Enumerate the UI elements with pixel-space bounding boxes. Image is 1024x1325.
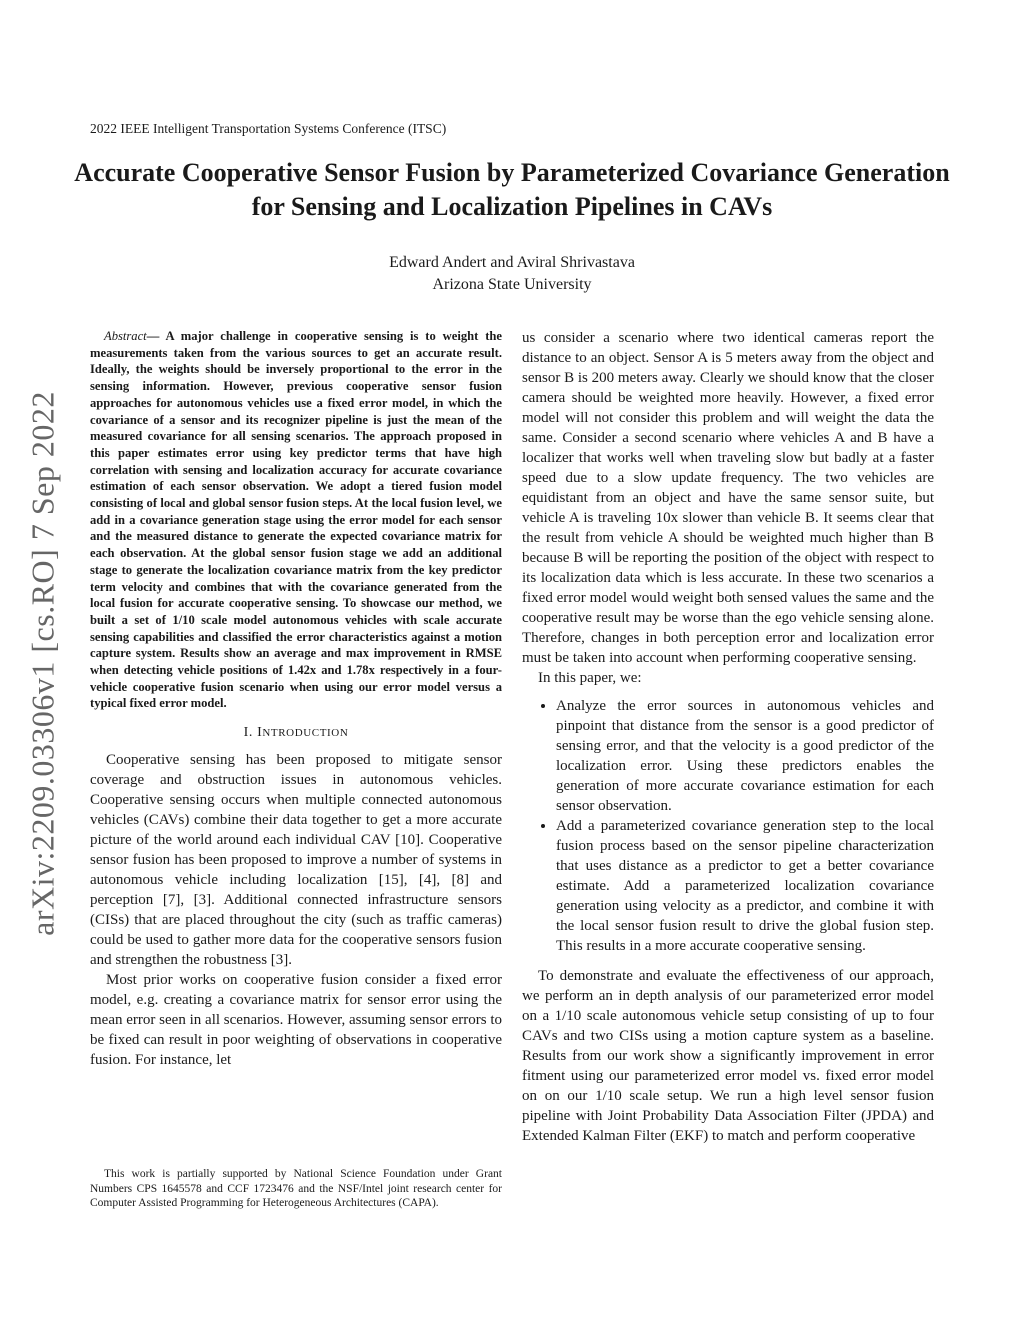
abstract-text: — A major challenge in cooperative sensing is to weight the measurements taken from the various sources to get an accurate result. Ideally, the weights should be inversely proportional to the error in the sensing information. However, previous cooperative sensor fusion approaches for autonomous vehicles use a fixed error model, in which the covariance of a sensor and its recognizer pipeline is just the mean of the measured covariance for all sensing scenarios. The approach proposed in this paper estimates error using key predictor terms that have high correlation with sensing and localization accuracy for accurate covariance estimation of each sensor observation. We adopt a tiered fusion model consisting of local and global sensor fusion steps. At the local fusion level, we add in a covariance generation stage using the error model for each sensor and the measured distance to generate the expected covariance matrix for each observation. At the global sensor fusion stage we add an additional stage to generate the localization covariance matrix from the key predictor term velocity and combines that with the covariance generated from the local fusion for accurate cooperative sensing. To showcase our method, we built a set of 1/10 scale model autonomous vehicles with scale accurate sensing capabilities and classified the error characteristics against a motion capture system. Results show an average and max improvement in RMSE when detecting vehicle positions of 1.42x and 1.78x respectively in a four-vehicle cooperative fusion scenario when using our error model versus a typical fixed error model. bbox=[90, 329, 502, 711]
section-first-letter: I bbox=[257, 725, 263, 741]
author-block bbox=[0, 252, 1024, 296]
arxiv-stamp: arXiv:2209.03306v1 [cs.RO] 7 Sep 2022 bbox=[24, 391, 61, 936]
list-item: • Add a parameterized covariance generation step to the local fusion process based on the sensor pipeline characterization that uses distance as a predictor to get a better covariance estimate. Add a parameterized localization covariance generation using velocity as a predictor, and combine it with the local sensor fusion result to drive the global fusion step. This results in a more accurate cooperative sensing. bbox=[556, 816, 934, 956]
section-heading-introduction bbox=[90, 723, 502, 743]
section-numeral: I. bbox=[243, 725, 258, 741]
right-column bbox=[522, 328, 934, 1146]
abstract bbox=[90, 328, 502, 712]
authors: Edward Andert and Aviral Shrivastava bbox=[389, 254, 635, 271]
left-column bbox=[90, 328, 502, 1070]
affiliation: Arizona State University bbox=[432, 276, 592, 293]
intro-paragraph-4: To demonstrate and evaluate the effectiveness of our approach, we perform an in depth analysis of our parameterized error model on a 1/10 scale autonomous vehicle setup consisting of up to four CAVs and two CISs using a motion capture system as a baseline. Results from our work show a significantly improvement in error fitment using our parameterized error model vs. fixed error model on on our 1/10 scale setup. We run a high level sensor fusion pipeline with Joint Probability Data Association Filter (JPDA) and Extended Kalman Filter (EKF) to match and perform cooperative bbox=[522, 968, 934, 1144]
contributions-intro: In this paper, we: bbox=[538, 670, 642, 686]
conference-header: 2022 IEEE Intelligent Transportation Systems Conference (ITSC) bbox=[90, 121, 447, 136]
footnote: This work is partially supported by National Science Foundation under Grant Numbers CPS 1645578 and CCF 1723476 and the NSF/Intel joint research center for Computer Assisted Programming for Heterogeneous Architectures (CAPA). bbox=[90, 1168, 502, 1209]
intro-paragraph-2: Most prior works on cooperative fusion consider a fixed error model, e.g. creating a covariance matrix for sensor error using the mean error seen in all scenarios. However, assuming sensor errors to be fixed can result in poor weighting of observations in cooperative fusion. For instance, let bbox=[90, 972, 502, 1069]
paper-title: Accurate Cooperative Sensor Fusion by Parameterized Covariance Generation for Sensing and Localization Pipelines in CAVs bbox=[74, 158, 950, 221]
intro-paragraph-1: Cooperative sensing has been proposed to mitigate sensor coverage and obstruction issues in autonomous vehicles. Cooperative sensing occurs when multiple connected autonomous vehicles (CAVs) combine their data together to get a more accurate picture of the world around each individual CAV [10]. Cooperative sensor fusion has been proposed to improve a number of systems in autonomous vehicle including localization [15], [4], [8] and perception [7], [3]. Additional connected infrastructure sensors (CISs) that are placed throughout the city (such as traffic cameras) could be used to gather more data for the cooperative sensors fusion and strengthen the robustness [3]. bbox=[90, 752, 502, 969]
abstract-label: Abstract bbox=[104, 329, 147, 343]
contributions-list bbox=[522, 696, 934, 956]
section-title-rest: NTRODUCTION bbox=[262, 727, 349, 740]
intro-paragraph-2-continued: us consider a scenario where two identical cameras report the distance to an object. Sensor A is 5 meters away from the object and sensor B is 200 meters away. Clearly we should know that the closer camera should be weighted more heavily. However, a fixed error model will not consider this problem and will weight the data the same. Consider a second scenario where vehicles A and B have a localizer that works well when traveling slow but badly at a faster speed due to a slow update frequency. The two vehicles are equidistant from an object and have the same sensor suite, but vehicle A is traveling 10x slower than vehicle B. It seems clear that the result from vehicle A should be weighted much higher than B because B will be reporting the position of the object with respect to its localization data which is less accurate. In these two scenarios a fixed error model would weight both sensed values the same and the cooperative result may be worse than the ego vehicle sensing alone. Therefore, changes in both perception error and localization error must be taken into account when performing cooperative sensing. bbox=[522, 330, 934, 666]
list-item: • Analyze the error sources in autonomous vehicles and pinpoint that distance from the sensor is a good predictor of sensing error, and that the velocity is a good predictor of the localization error. Using these predictors enables the generation of more accurate covariance estimation for each sensor observation. bbox=[556, 696, 934, 816]
